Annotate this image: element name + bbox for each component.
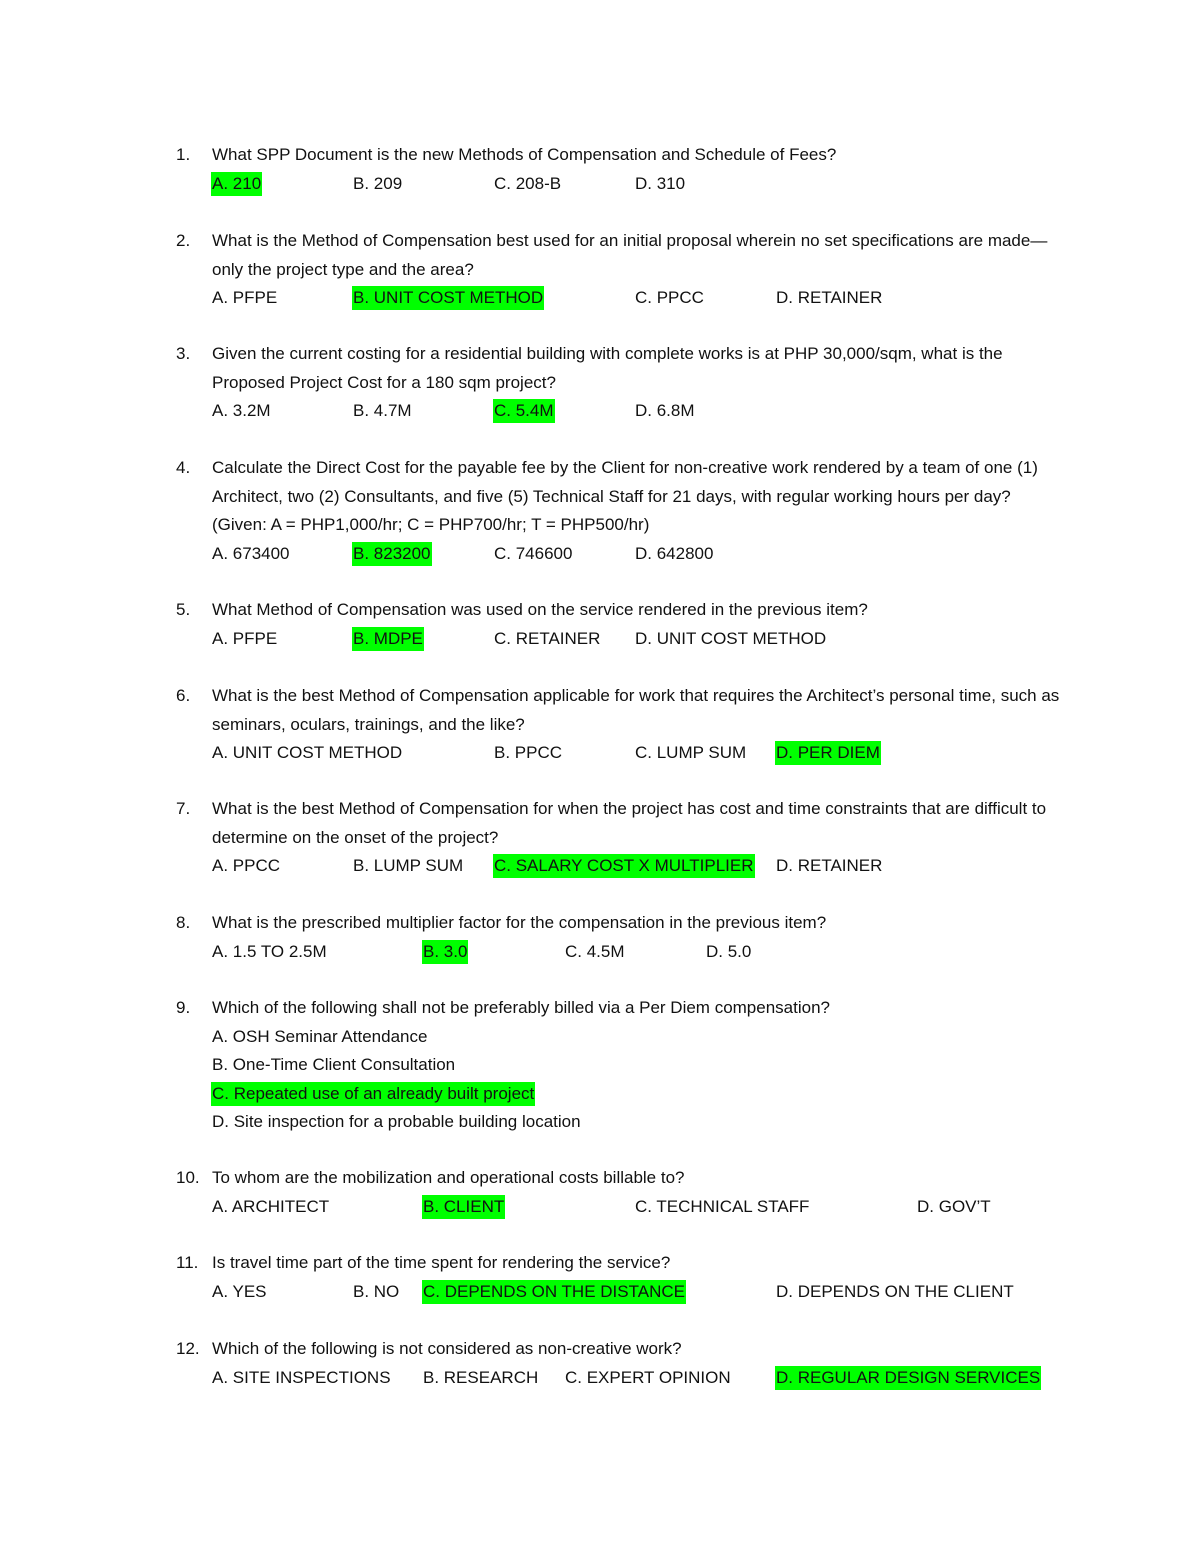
option-d: D. GOV’T xyxy=(917,1196,991,1216)
question-7 xyxy=(0,795,1200,881)
question-stem: Given the current costing for a residential building with complete works is at PHP 30,000/sqm, what is the Proposed Project Cost for a 180 sqm project? xyxy=(212,344,1003,392)
option-b-answer: B. UNIT COST METHOD xyxy=(352,286,544,310)
question-12 xyxy=(0,1335,1200,1393)
option-d: D. 6.8M xyxy=(635,401,695,420)
option-a: A. 3.2M xyxy=(212,401,271,420)
option-c-answer: C. Repeated use of an already built project xyxy=(211,1082,535,1106)
question-number: 9. xyxy=(176,998,191,1017)
option-a: A. 1.5 TO 2.5M xyxy=(212,941,327,961)
option-c-answer: C. 5.4M xyxy=(493,399,555,423)
option-b: B. RESEARCH xyxy=(423,1367,539,1387)
question-number: 11. xyxy=(176,1253,199,1272)
option-c: C. 4.5M xyxy=(565,941,625,961)
option-a: A. PFPE xyxy=(212,288,278,307)
options-row xyxy=(0,170,1200,199)
question-number: 6. xyxy=(176,686,191,705)
option-c: C. TECHNICAL STAFF xyxy=(635,1196,810,1216)
question-number: 5. xyxy=(176,600,191,619)
question-stem: Which of the following shall not be preferably billed via a Per Diem compensation? xyxy=(212,998,830,1017)
option-b-answer: B. MDPE xyxy=(352,627,424,651)
option-a-line xyxy=(211,1023,1200,1052)
options-row xyxy=(0,1364,1200,1393)
option-a: A. UNIT COST METHOD xyxy=(212,743,403,762)
option-c: C. EXPERT OPINION xyxy=(565,1367,731,1387)
option-b: B. LUMP SUM xyxy=(353,856,464,875)
question-stem: What is the best Method of Compensation for when the project has cost and time constraints that are difficult to determine on the onset of the project? xyxy=(212,799,1047,847)
options-row xyxy=(0,739,1200,768)
option-d-line xyxy=(211,1108,1200,1137)
question-stem: Which of the following is not considered as non-creative work? xyxy=(212,1339,682,1358)
option-a: A. 673400 xyxy=(212,543,290,563)
question-5 xyxy=(0,596,1200,654)
option-d: D. DEPENDS ON THE CLIENT xyxy=(776,1281,1014,1301)
option-a: A. ARCHITECT xyxy=(212,1196,330,1216)
question-number: 10. xyxy=(176,1168,200,1187)
option-d-answer: D. PER DIEM xyxy=(775,741,881,765)
option-a: A. SITE INSPECTIONS xyxy=(212,1367,391,1387)
question-stem: What is the Method of Compensation best used for an initial proposal wherein no set specifications are made—only the project type and the area? xyxy=(212,231,1048,279)
option-b-answer: B. 823200 xyxy=(352,542,432,566)
question-number: 3. xyxy=(176,344,191,363)
options-row xyxy=(0,284,1200,313)
option-c: C. 746600 xyxy=(494,543,573,563)
option-b: B. PPCC xyxy=(494,743,563,762)
question-9 xyxy=(0,994,1200,1137)
question-stem: To whom are the mobilization and operational costs billable to? xyxy=(212,1168,685,1187)
option-a: A. OSH Seminar Attendance xyxy=(212,1026,428,1046)
option-a: A. PPCC xyxy=(212,856,281,875)
question-number: 7. xyxy=(176,799,191,818)
question-stem: Calculate the Direct Cost for the payable fee by the Client for non-creative work rendered by a team of one (1) Architect, two (2) Consultants, and five (5) Technical Staff for 21 days, with regular working hours per day? (Given: A = PHP1,000/hr; C = PHP700/hr; T = PHP500/hr) xyxy=(212,458,1038,534)
question-number: 2. xyxy=(176,231,191,250)
question-6 xyxy=(0,682,1200,768)
option-c: C. LUMP SUM xyxy=(635,743,747,762)
option-c-answer: C. SALARY COST X MULTIPLIER xyxy=(493,854,755,878)
option-b: B. 209 xyxy=(353,173,403,193)
options-row xyxy=(0,397,1200,426)
options-row xyxy=(0,540,1200,569)
question-2 xyxy=(0,227,1200,313)
question-4 xyxy=(0,454,1200,569)
options-row xyxy=(0,938,1200,967)
option-d: D. RETAINER xyxy=(776,856,883,875)
option-c-answer: C. DEPENDS ON THE DISTANCE xyxy=(422,1280,686,1304)
option-d: D. 5.0 xyxy=(706,941,752,961)
option-d: D. 310 xyxy=(635,173,686,193)
question-3 xyxy=(0,340,1200,426)
question-1 xyxy=(0,141,1200,199)
options-row xyxy=(0,1278,1200,1307)
option-b-answer: B. 3.0 xyxy=(422,940,468,964)
question-stem: What is the best Method of Compensation applicable for work that requires the Architect’s personal time, such as seminars, oculars, trainings, and the like? xyxy=(212,686,1060,734)
option-a-answer: A. 210 xyxy=(211,172,262,196)
option-a: A. YES xyxy=(212,1281,267,1301)
options-row xyxy=(0,852,1200,881)
option-d: D. Site inspection for a probable building location xyxy=(212,1112,581,1131)
question-number: 1. xyxy=(176,145,191,164)
question-8 xyxy=(0,909,1200,967)
option-c: C. RETAINER xyxy=(494,628,601,648)
option-d: D. UNIT COST METHOD xyxy=(635,628,827,648)
option-b-line xyxy=(211,1051,1200,1080)
question-stem: What Method of Compensation was used on the service rendered in the previous item? xyxy=(212,600,868,619)
option-b: B. 4.7M xyxy=(353,401,412,420)
option-b: B. NO xyxy=(353,1281,400,1301)
option-c: C. PPCC xyxy=(635,288,704,307)
option-c-line xyxy=(211,1080,1200,1109)
question-11 xyxy=(0,1249,1200,1307)
option-b: B. One-Time Client Consultation xyxy=(212,1055,456,1074)
option-c: C. 208-B xyxy=(494,173,562,193)
question-stem: What is the prescribed multiplier factor for the compensation in the previous item? xyxy=(212,913,827,932)
question-number: 4. xyxy=(176,458,191,477)
question-stem: What SPP Document is the new Methods of Compensation and Schedule of Fees? xyxy=(212,145,837,164)
options-row xyxy=(0,625,1200,654)
options-row xyxy=(0,1193,1200,1222)
option-b-answer: B. CLIENT xyxy=(422,1195,505,1219)
option-a: A. PFPE xyxy=(212,628,278,648)
option-d: D. RETAINER xyxy=(776,288,883,307)
question-number: 8. xyxy=(176,913,191,932)
option-d: D. 642800 xyxy=(635,543,714,563)
option-d-answer: D. REGULAR DESIGN SERVICES xyxy=(775,1366,1041,1390)
question-stem: Is travel time part of the time spent for rendering the service? xyxy=(212,1253,671,1272)
question-10 xyxy=(0,1164,1200,1222)
question-number: 12. xyxy=(176,1339,200,1358)
